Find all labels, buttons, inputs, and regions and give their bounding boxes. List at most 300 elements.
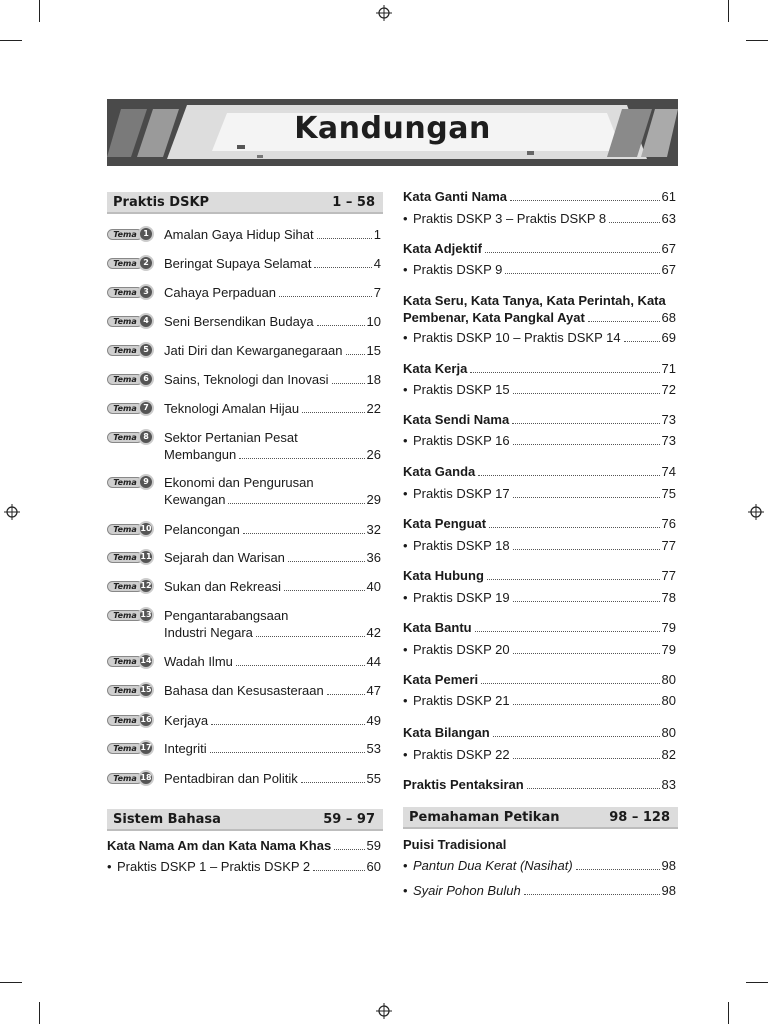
page-number: 79 (661, 620, 676, 635)
toc-entry-title: Kata Seru, Kata Tanya, Kata Perintah, Kata (403, 293, 666, 308)
toc-entry-title: Cahaya Perpaduan (164, 285, 277, 300)
dot-leader (524, 894, 660, 895)
page-number: 7 (373, 285, 381, 300)
toc-entry-body (164, 578, 381, 595)
page-number: 22 (366, 401, 381, 416)
toc-subentry[interactable] (403, 746, 676, 763)
dot-leader (513, 549, 660, 550)
toc-entry-title: Kata Hubung (403, 568, 484, 583)
toc-line (403, 537, 676, 554)
puisi-heading: Puisi Tradisional (403, 837, 507, 852)
tema-badge-icon (107, 607, 157, 623)
section-title: Praktis DSKP (113, 195, 210, 210)
page-number: 29 (366, 492, 381, 507)
toc-line (403, 567, 676, 584)
toc-line (403, 381, 676, 398)
dot-leader (302, 412, 364, 413)
tema-badge-icon (107, 578, 157, 594)
dot-leader (576, 869, 660, 870)
tema-label: Tema (107, 345, 143, 356)
toc-entry-body (164, 653, 381, 670)
toc-entry-body (164, 474, 381, 508)
dot-leader (210, 752, 365, 753)
dot-leader (493, 736, 660, 737)
toc-entry[interactable] (403, 567, 676, 584)
page-number: 1 (373, 227, 381, 242)
crop-mark (728, 1002, 729, 1024)
tema-badge-icon (107, 653, 157, 669)
page-number: 36 (366, 550, 381, 565)
tema-label: Tema (107, 656, 143, 667)
tema-label: Tema (107, 685, 143, 696)
toc-line (164, 770, 381, 787)
toc-line (403, 210, 676, 227)
page-number: 80 (661, 672, 676, 687)
toc-entry-title: Beringat Supaya Selamat (164, 256, 312, 271)
dot-leader (228, 503, 364, 504)
tema-badge-icon (107, 313, 157, 329)
toc-entry-title: • Praktis DSKP 3 – Praktis DSKP 8 (413, 211, 607, 226)
tema-label: Tema (107, 258, 143, 269)
toc-line (164, 682, 381, 699)
dot-leader (513, 393, 660, 394)
tema-label: Tema (107, 432, 143, 443)
toc-entry-title: Kata Kerja (403, 361, 468, 376)
toc-line (403, 240, 676, 257)
page-number: 18 (366, 372, 381, 387)
page-number: 98 (661, 883, 676, 898)
toc-entry-title: Wadah Ilmu (164, 654, 233, 669)
toc-entry-title: Kata Bilangan (403, 725, 490, 740)
toc-entry[interactable] (403, 724, 676, 741)
toc-line (403, 746, 676, 763)
toc-line (403, 692, 676, 709)
page-number: 40 (366, 579, 381, 594)
page-number: 42 (366, 625, 381, 640)
tema-number: 8 (138, 429, 154, 445)
tema-label: Tema (107, 524, 143, 535)
toc-entry-body (164, 521, 381, 538)
toc-entry-title: Pelancongan (164, 522, 240, 537)
page-number: 74 (661, 464, 676, 479)
tema-label: Tema (107, 715, 143, 726)
tema-badge-icon (107, 429, 157, 445)
toc-entry[interactable] (403, 619, 676, 636)
page-number: 26 (366, 447, 381, 462)
toc-entry-title: Sejarah dan Warisan (164, 550, 285, 565)
tema-label: Tema (107, 552, 143, 563)
tema-number: 17 (138, 740, 154, 756)
tema-number: 6 (138, 371, 154, 387)
toc-entry-title: • Praktis DSKP 17 (413, 486, 510, 501)
dot-leader (478, 475, 659, 476)
tema-badge-icon (107, 549, 157, 565)
toc-line (403, 776, 676, 793)
toc-line (164, 740, 381, 757)
toc-line (164, 313, 381, 330)
tema-number: 7 (138, 400, 154, 416)
page-number: 67 (661, 262, 676, 277)
toc-line (164, 578, 381, 595)
toc-subentry[interactable] (403, 329, 676, 346)
dot-leader (334, 849, 364, 850)
toc-entry-title: Kata Ganti Nama (403, 189, 508, 204)
dot-leader (609, 222, 659, 223)
toc-entry-title: • Praktis DSKP 20 (413, 642, 510, 657)
toc-entry-body (164, 371, 381, 388)
dot-leader (314, 267, 371, 268)
dot-leader (505, 273, 659, 274)
toc-entry[interactable] (403, 240, 676, 257)
toc-entry-title: • Praktis DSKP 9 (413, 262, 503, 277)
toc-entry-body (164, 342, 381, 359)
dot-leader (317, 238, 372, 239)
toc-line (107, 837, 381, 854)
page-number: 4 (373, 256, 381, 271)
dot-leader (288, 561, 365, 562)
toc-entry[interactable] (107, 837, 381, 854)
toc-subentry[interactable] (107, 858, 381, 875)
toc-subentry[interactable] (403, 589, 676, 606)
page-number: 44 (366, 654, 381, 669)
toc-entry-title: Kata Adjektif (403, 241, 482, 256)
toc-subentry[interactable] (403, 692, 676, 709)
dot-leader (513, 497, 660, 498)
toc-line (403, 589, 676, 606)
dot-leader (510, 200, 659, 201)
page-number: 59 (366, 838, 381, 853)
page-number: 10 (366, 314, 381, 329)
toc-line (403, 485, 676, 502)
toc-entry-body (164, 712, 381, 729)
dot-leader (475, 631, 660, 632)
toc-line (403, 641, 676, 658)
toc-entry-title: Praktis Pentaksiran (403, 777, 524, 792)
registration-mark-icon (748, 504, 764, 520)
toc-entry-title: Industri Negara (164, 625, 253, 640)
tema-label: Tema (107, 581, 143, 592)
toc-entry-title: Sains, Teknologi dan Inovasi (164, 372, 329, 387)
crop-mark (0, 982, 22, 983)
dot-leader (313, 870, 364, 871)
section-title: Sistem Bahasa (113, 812, 221, 827)
page-number: 15 (366, 343, 381, 358)
toc-subentry[interactable] (403, 381, 676, 398)
dot-leader (481, 683, 659, 684)
dot-leader (485, 252, 660, 253)
left-toc-column (107, 0, 381, 1024)
page-number: 32 (366, 522, 381, 537)
toc-line (403, 882, 676, 899)
tema-label: Tema (107, 316, 143, 327)
tema-badge-icon (107, 740, 157, 756)
dot-leader (317, 325, 365, 326)
toc-entry-title: Ekonomi dan Pengurusan (164, 475, 314, 490)
tema-label: Tema (107, 743, 143, 754)
page-number: 78 (661, 590, 676, 605)
tema-badge-icon (107, 226, 157, 242)
toc-line (403, 619, 676, 636)
toc-entry-title: Kerjaya (164, 713, 209, 728)
tema-badge-icon (107, 474, 157, 490)
dot-leader (489, 527, 659, 528)
dot-leader (513, 704, 660, 705)
tema-number: 4 (138, 313, 154, 329)
dot-leader (327, 694, 365, 695)
page-number: 60 (366, 859, 381, 874)
page-number: 63 (661, 211, 676, 226)
dot-leader (332, 383, 365, 384)
toc-entry-title: Pembenar, Kata Pangkal Ayat (403, 310, 585, 325)
dot-leader (527, 788, 660, 789)
dot-leader (279, 296, 372, 297)
toc-entry[interactable] (403, 292, 676, 326)
toc-subentry[interactable] (403, 261, 676, 278)
toc-entry-body (164, 607, 381, 641)
toc-subentry[interactable] (403, 537, 676, 554)
toc-line (403, 360, 676, 377)
toc-line (164, 400, 381, 417)
toc-entry-body (164, 682, 381, 699)
toc-subentry-puisi[interactable] (403, 882, 676, 899)
toc-line (164, 446, 381, 463)
toc-entry[interactable] (403, 671, 676, 688)
page-number: 83 (661, 777, 676, 792)
toc-entry-title: • Praktis DSKP 22 (413, 747, 510, 762)
crop-mark (39, 0, 40, 22)
toc-entry-title: • Praktis DSKP 1 – Praktis DSKP 2 (117, 859, 311, 874)
toc-line (403, 261, 676, 278)
tema-number: 16 (138, 712, 154, 728)
toc-entry-title: Bahasa dan Kesusasteraan (164, 683, 324, 698)
right-toc-column (403, 0, 676, 1024)
toc-line (164, 255, 381, 272)
toc-line (164, 284, 381, 301)
tema-number: 15 (138, 682, 154, 698)
toc-line (164, 653, 381, 670)
toc-entry-body (164, 226, 381, 243)
toc-entry[interactable] (403, 463, 676, 480)
toc-line (164, 521, 381, 538)
toc-entry[interactable] (403, 360, 676, 377)
page-number: 77 (661, 568, 676, 583)
dot-leader (513, 444, 660, 445)
toc-subentry-puisi[interactable] (403, 857, 676, 874)
toc-line (164, 624, 381, 641)
toc-entry-title: • Pantun Dua Kerat (Nasihat) (413, 858, 573, 873)
tema-number: 14 (138, 653, 154, 669)
dot-leader (284, 590, 364, 591)
page-title: Kandungan (294, 111, 491, 146)
crop-mark (0, 40, 22, 41)
tema-badge-icon (107, 342, 157, 358)
toc-entry-title: • Syair Pohon Buluh (413, 883, 521, 898)
toc-line (164, 371, 381, 388)
tema-number: 3 (138, 284, 154, 300)
crop-mark (39, 1002, 40, 1024)
page-number: 67 (661, 241, 676, 256)
tema-badge-icon (107, 371, 157, 387)
tema-badge-icon (107, 255, 157, 271)
toc-line (164, 474, 381, 491)
page-number: 98 (661, 858, 676, 873)
toc-line (403, 857, 676, 874)
dot-leader (346, 354, 365, 355)
dot-leader (512, 423, 659, 424)
toc-entry[interactable] (403, 411, 676, 428)
toc-line (164, 342, 381, 359)
section-range: 59 – 97 (323, 812, 375, 827)
toc-entry-body (164, 549, 381, 566)
toc-line (164, 226, 381, 243)
tema-label: Tema (107, 403, 143, 414)
tema-badge-icon (107, 284, 157, 300)
toc-entry-body (164, 400, 381, 417)
toc-line (107, 858, 381, 875)
tema-label: Tema (107, 773, 143, 784)
toc-entry-title: Seni Bersendikan Budaya (164, 314, 314, 329)
toc-entry-title: Kata Bantu (403, 620, 472, 635)
toc-entry-title: Pengantarabangsaan (164, 608, 289, 623)
toc-entry-title: Integriti (164, 741, 207, 756)
section-range: 98 – 128 (609, 810, 670, 825)
page-number: 80 (661, 725, 676, 740)
toc-entry-title: • Praktis DSKP 15 (413, 382, 510, 397)
toc-line (164, 429, 381, 446)
tema-badge-icon (107, 400, 157, 416)
page-number: 82 (661, 747, 676, 762)
toc-entry-title: • Praktis DSKP 16 (413, 433, 510, 448)
page-number: 79 (661, 642, 676, 657)
toc-line (164, 712, 381, 729)
page-number: 72 (661, 382, 676, 397)
page-number: 61 (661, 189, 676, 204)
page-number: 68 (661, 310, 676, 325)
toc-line (403, 724, 676, 741)
toc-entry[interactable] (403, 188, 676, 205)
tema-label: Tema (107, 287, 143, 298)
dot-leader (256, 636, 365, 637)
toc-entry-body (164, 313, 381, 330)
toc-entry-body (164, 429, 381, 463)
tema-number: 1 (138, 226, 154, 242)
dot-leader (624, 341, 660, 342)
tema-badge-icon (107, 682, 157, 698)
toc-line (164, 607, 381, 624)
toc-entry-title: Kata Pemeri (403, 672, 479, 687)
toc-entry-title: Sukan dan Rekreasi (164, 579, 282, 594)
toc-entry[interactable] (403, 776, 676, 793)
toc-subentry[interactable] (403, 641, 676, 658)
toc-line (164, 549, 381, 566)
dot-leader (588, 321, 660, 322)
toc-line (403, 292, 676, 309)
toc-entry-body (164, 770, 381, 787)
tema-label: Tema (107, 610, 143, 621)
dot-leader (243, 533, 365, 534)
toc-entry-title: Kata Ganda (403, 464, 476, 479)
dot-leader (470, 372, 659, 373)
dot-leader (239, 458, 364, 459)
crop-mark (746, 982, 768, 983)
tema-number: 2 (138, 255, 154, 271)
tema-badge-icon (107, 770, 157, 786)
page-number: 75 (661, 486, 676, 501)
toc-entry-title: Teknologi Amalan Hijau (164, 401, 300, 416)
toc-entry-title: Jati Diri dan Kewarganegaraan (164, 343, 343, 358)
page-number: 76 (661, 516, 676, 531)
toc-entry-title: Pentadbiran dan Politik (164, 771, 298, 786)
toc-entry-title: Kewangan (164, 492, 226, 507)
toc-line (403, 188, 676, 205)
toc-line (403, 411, 676, 428)
page-number: 53 (366, 741, 381, 756)
page-number: 47 (366, 683, 381, 698)
dot-leader (513, 653, 660, 654)
toc-entry-title: • Praktis DSKP 19 (413, 590, 510, 605)
toc-line (403, 671, 676, 688)
page-number: 80 (661, 693, 676, 708)
page-number: 49 (366, 713, 381, 728)
toc-line (403, 309, 676, 326)
dot-leader (301, 782, 365, 783)
toc-line (403, 515, 676, 532)
toc-subentry[interactable] (403, 485, 676, 502)
page-number: 71 (661, 361, 676, 376)
toc-subentry[interactable] (403, 210, 676, 227)
toc-entry-body (164, 284, 381, 301)
tema-number: 13 (138, 607, 154, 623)
tema-label: Tema (107, 229, 143, 240)
toc-entry-title: • Praktis DSKP 18 (413, 538, 510, 553)
toc-entry-title: Kata Penguat (403, 516, 487, 531)
toc-entry-title: Amalan Gaya Hidup Sihat (164, 227, 314, 242)
dot-leader (513, 601, 660, 602)
toc-subentry[interactable] (403, 432, 676, 449)
toc-entry-title: • Praktis DSKP 21 (413, 693, 510, 708)
tema-number: 9 (138, 474, 154, 490)
toc-entry-body (164, 255, 381, 272)
tema-number: 10 (138, 521, 154, 537)
page-number: 55 (366, 771, 381, 786)
toc-entry-title: • Praktis DSKP 10 – Praktis DSKP 14 (413, 330, 621, 345)
page-number: 69 (661, 330, 676, 345)
toc-entry[interactable] (403, 515, 676, 532)
page-number: 73 (661, 433, 676, 448)
crop-mark (746, 40, 768, 41)
toc-entry-title: Sektor Pertanian Pesat (164, 430, 298, 445)
page-number: 77 (661, 538, 676, 553)
toc-line (403, 329, 676, 346)
section-range: 1 – 58 (332, 195, 375, 210)
dot-leader (487, 579, 660, 580)
tema-label: Tema (107, 374, 143, 385)
tema-badge-icon (107, 521, 157, 537)
toc-line (403, 432, 676, 449)
section-title: Pemahaman Petikan (409, 810, 560, 825)
toc-entry-title: Kata Sendi Nama (403, 412, 510, 427)
toc-entry-title: Membangun (164, 447, 237, 462)
dot-leader (211, 724, 364, 725)
tema-number: 18 (138, 770, 154, 786)
crop-mark (728, 0, 729, 22)
tema-number: 5 (138, 342, 154, 358)
toc-line (403, 463, 676, 480)
tema-label: Tema (107, 477, 143, 488)
page-number: 73 (661, 412, 676, 427)
dot-leader (236, 665, 365, 666)
toc-line (164, 491, 381, 508)
